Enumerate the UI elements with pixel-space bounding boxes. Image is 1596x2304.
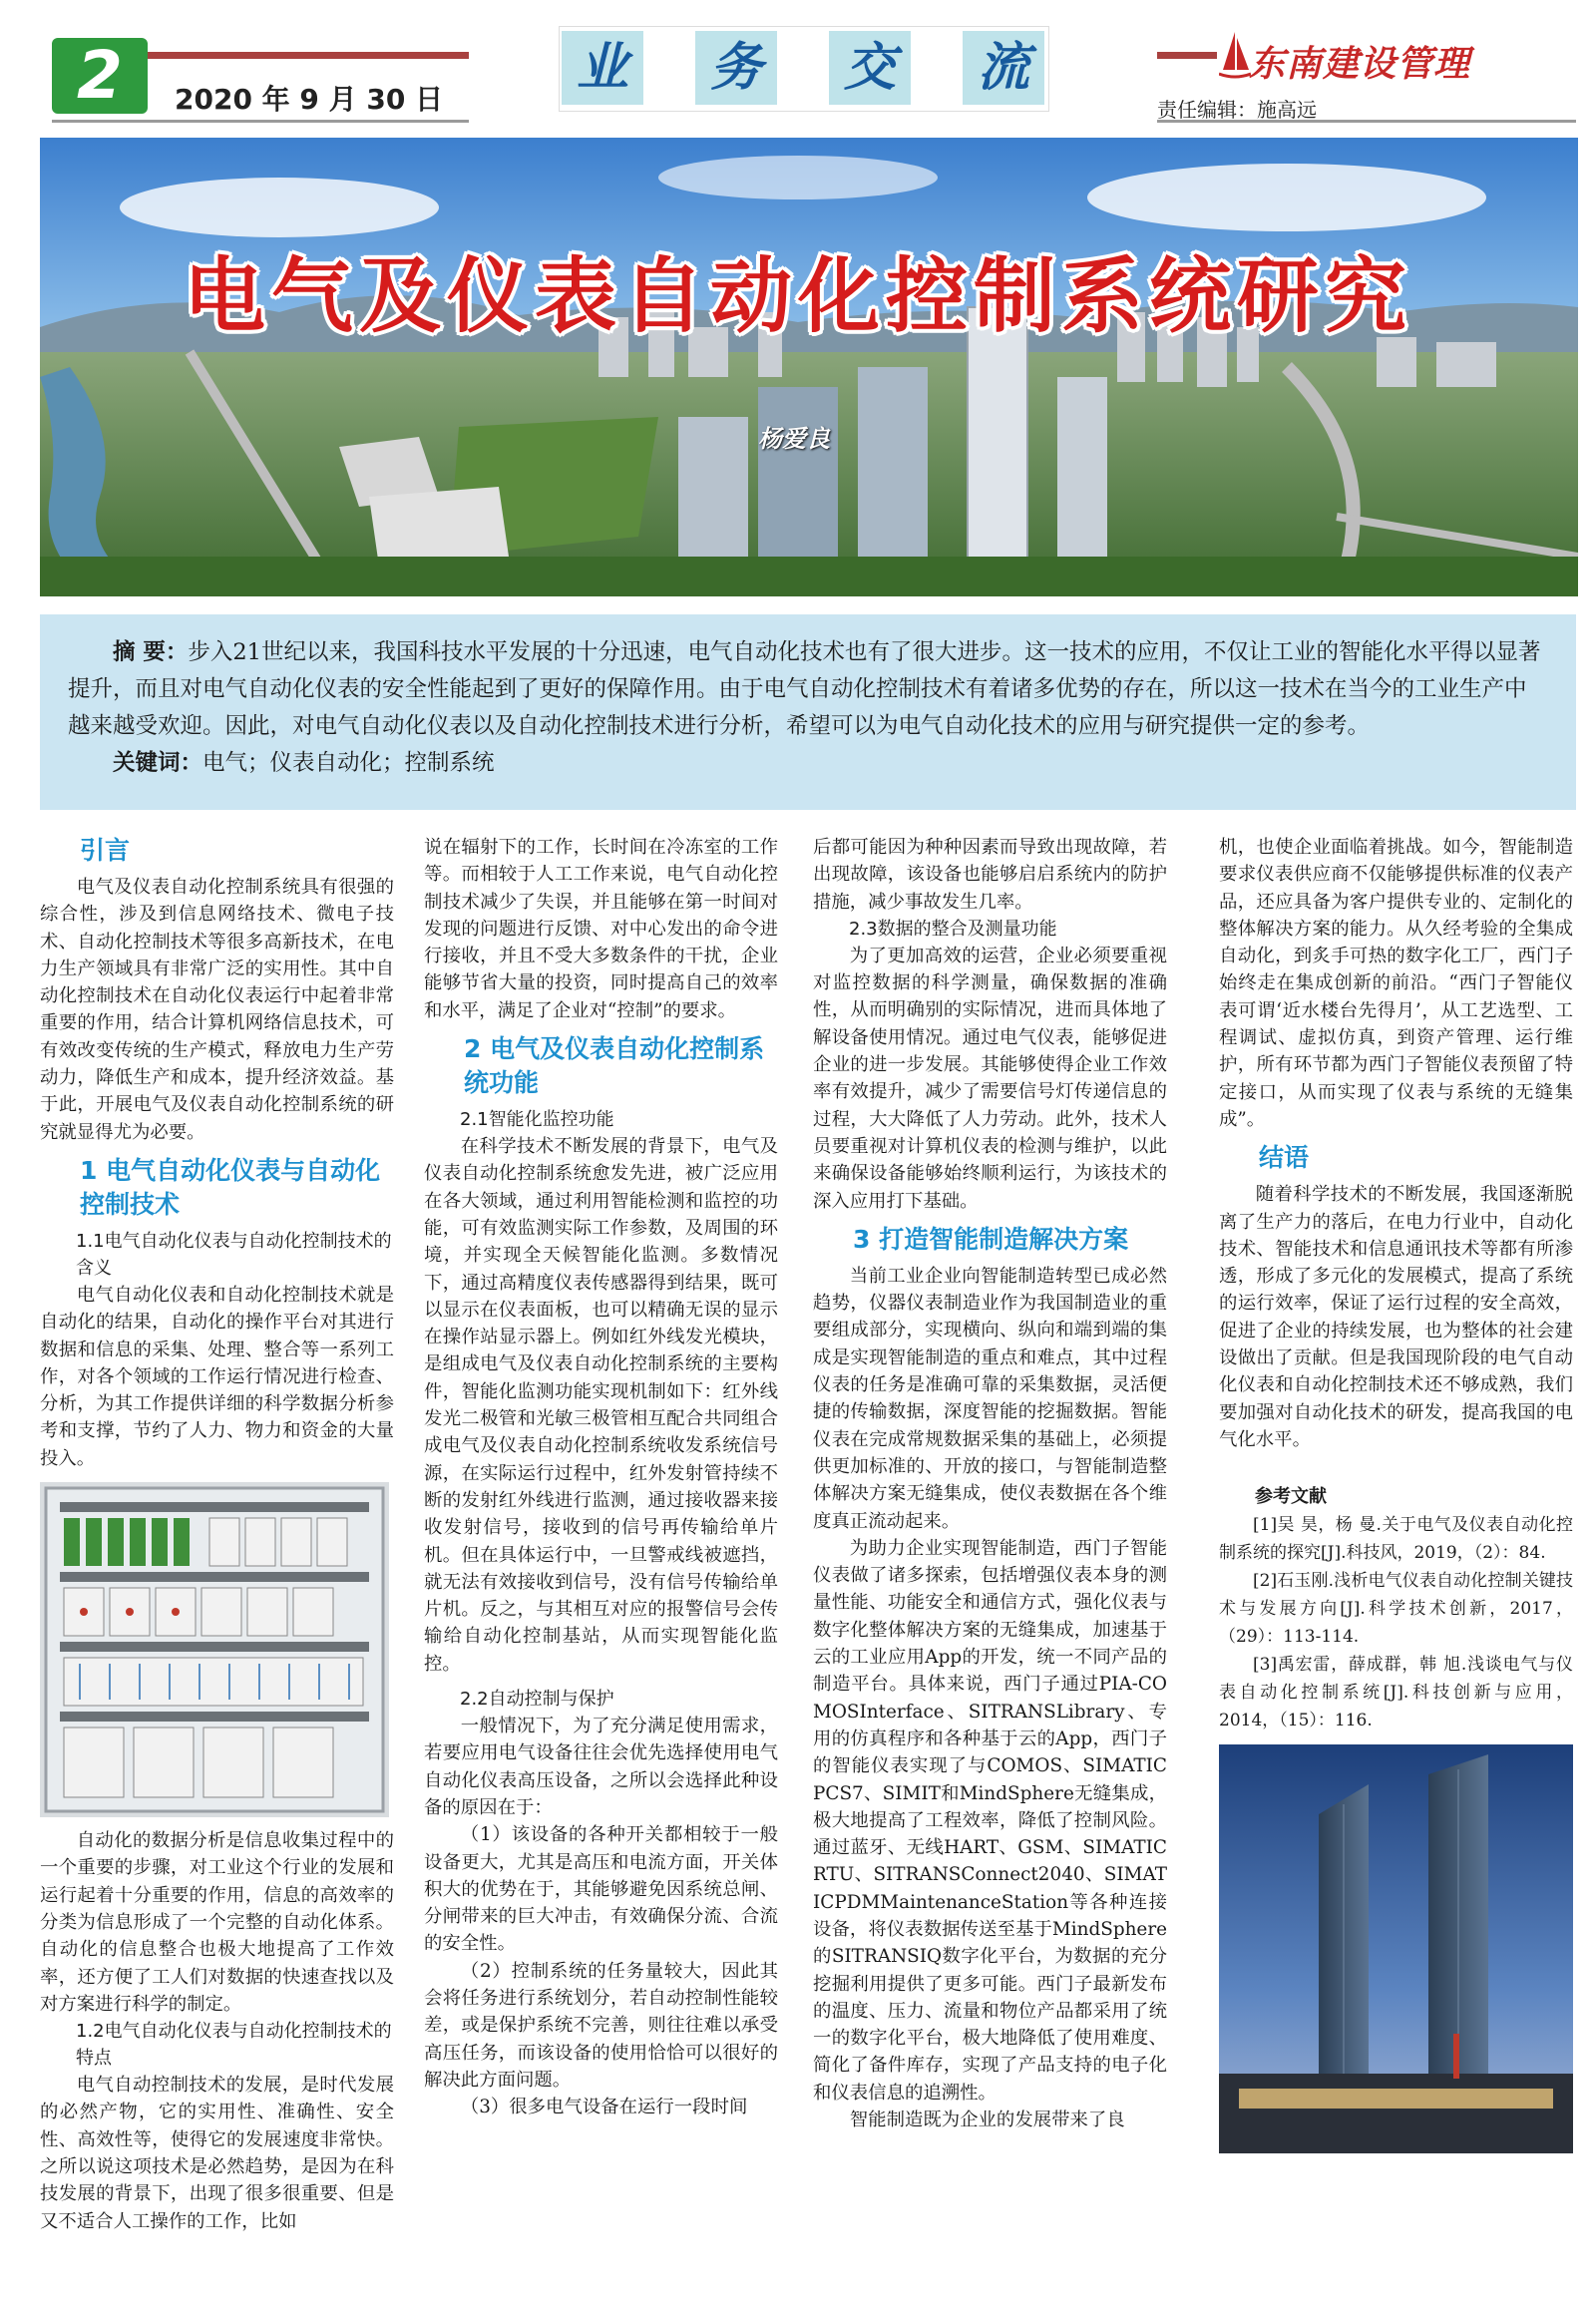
article-author: 杨爱良 [758, 424, 830, 453]
heading-conclusion: 结语 [1259, 1143, 1310, 1173]
references-title: 参考文献 [1255, 1486, 1327, 1508]
heading-section-1: 1 电气自动化仪表与自动化控制技术 [80, 1155, 381, 1219]
abstract-text: 步入21世纪以来，我国科技水平发展的十分迅速，电气自动化技术也有了很大进步。这一技术的应用，不仅让工业的智能化水平得以显著提升，而且对电气自动化仪表的安全性能起到了更好的保障作用。由于电气自动化控制技术有着诸多优势的存在，所以这一技术在当今的工业生产中越来越受欢迎。因此，对电气自动化仪表以及自动化控制技术进行分析，希望可以为电气自动化技术的应用与研究提供一定的参考。 [68, 639, 1541, 739]
section-title [559, 26, 1049, 112]
brand-logo: 东南建设管理 [1249, 43, 1471, 85]
heading-section-2: 2 电气及仪表自动化控制系统功能 [464, 1034, 765, 1098]
section-char: 务 [695, 31, 777, 105]
column-2 [424, 834, 778, 2120]
paragraph: （1）该设备的各种开关都相较于一般设备更大，尤其是高压和电流方面，开关体积大的优势在于，其能够避免因系统总闸、分闸带来的巨大冲击，有效确保分流、合流的安全性。 [424, 1824, 778, 1955]
section-char: 业 [562, 31, 643, 105]
header-rule-left-thin [52, 120, 469, 123]
references-list [1219, 1511, 1573, 1734]
paragraph: 后都可能因为种种因素而导致出现故障，若出现故障，该设备也能够启启系统内的防护措施，减少事故发生几率。 [813, 837, 1167, 913]
reference-item: [3]禹宏雷，薛成群，韩 旭.浅谈电气与仪表自动化控制系统[J].科技创新与应用，2014，（15）：116. [1219, 1654, 1573, 1730]
subheading-2-1: 2.1智能化监控功能 [460, 1109, 614, 1131]
column-4 [1219, 834, 1573, 2153]
article-title: 电气及仪表自动化控制系统研究 [183, 249, 1412, 344]
header-rule-right [1157, 52, 1217, 59]
subheading-2-3: 2.3数据的整合及测量功能 [849, 918, 1057, 940]
control-cabinet-image [40, 1482, 389, 1817]
paragraph: 机，也使企业面临着挑战。如今，智能制造要求仪表供应商不仅能够提供标准的仪表产品，还应具备为客户提供专业的、定制化的整体解决方案的能力。从久经考验的全集成自动化，到炙手可热的数字化工厂，西门子始终走在集成创新的前沿。“西门子智能仪表可谓‘近水楼台先得月’，从工艺选型、工程调试、虚拟仿真，到资产管理、运行维护，所有环节都为西门子智能仪表预留了特定接口，从而实现了仪表与系统的无缝集成”。 [1219, 837, 1573, 1130]
paragraph: 一般情况下，为了充分满足使用需求，若要应用电气设备往往会优先选择使用电气自动化仪表高压设备，之所以会选择此种设备的原因在于： [424, 1716, 778, 1818]
section-char: 流 [963, 31, 1044, 105]
page-number: 2 [52, 38, 148, 114]
paragraph: 自动化的数据分析是信息收集过程中的一个重要的步骤，对工业这个行业的发展和运行起着十分重要的作用，信息的高效率的分类为信息形成了一个完整的自动化体系。自动化的信息整合也极大地提高了工作效率，还方便了工人们对数据的快速查找以及对方案进行科学的制定。 [40, 1830, 394, 2015]
hero-city-image [40, 138, 1578, 596]
issue-date: 2020 年 9 月 30 日 [175, 83, 444, 116]
paragraph: 为了更加高效的运营，企业必须要重视对监控数据的科学测量，确保数据的准确性，从而明确别的实际情况，进而具体地了解设备使用情况。通过电气仪表，能够促进企业的进一步发展。其能够使得企业工作效率有效提升，减少了需要信号灯传递信息的过程，大大降低了人力劳动。此外，技术人员要重视对计算机仪表的检测与维护，以此来确保设备能够始终顺利运行，为该技术的深入应用打下基础。 [813, 945, 1167, 1212]
keywords-text: 电气；仪表自动化；控制系统 [202, 750, 495, 776]
skyscraper-image [1219, 1744, 1573, 2153]
paragraph: 为助力企业实现智能制造，西门子智能仪表做了诸多探索，包括增强仪表本身的测量性能、功能安全和通信方式，强化仪表与数字化整体解决方案的无缝集成，加速基于云的工业应用App的开发，统一不同产品的制造平台。具体来说，西门子通过PIA-COMOSInterface、SITRANSLibrary、专用的仿真程序和各种基于云的App，西门子的智能仪表实现了与COMOS、SIMATICPCS7、SIMIT和MindSphere无缝集成，极大地提高了工程效率，降低了控制风险。通过蓝牙、无线HART、GSM、SIMATICRTU、SITRANSConnect2040、SIMATICPDMMaintenanceStation等各种连接设备，将仪表数据传送至基于MindSphere的SITRANSIQ数字化平台，为数据的充分挖掘利用提供了更多可能。西门子最新发布的温度、压力、流量和物位产品都采用了统一的数字化平台，极大地降低了使用难度、简化了备件库存，实现了产品支持的电子化和仪表信息的追溯性。 [813, 1537, 1167, 2104]
abstract-box [40, 614, 1576, 810]
heading-section-3: 3 打造智能制造解决方案 [853, 1224, 1129, 1254]
keywords-label: 关键词： [113, 750, 203, 776]
abstract-label: 摘 要： [113, 639, 189, 665]
heading-intro: 引言 [80, 836, 131, 865]
subheading-2-2: 2.2自动控制与保护 [460, 1689, 614, 1711]
column-3 [813, 834, 1167, 2133]
paragraph: 电气自动控制技术的发展，是时代发展的必然产物，它的实用性、准确性、安全性、高效性等，使得它的发展速度非常快。之所以说这项技术是必然趋势，是因为在科技发展的背景下，出现了很多很重要、但是又不适合人工操作的工作，比如 [40, 2075, 394, 2232]
keywords-line [68, 745, 1548, 782]
editor-credit: 责任编辑：施高远 [1157, 98, 1317, 122]
paragraph: 当前工业企业向智能制造转型已成必然趋势，仪器仪表制造业作为我国制造业的重要组成部分，实现横向、纵向和端到端的集成是实现智能制造的重点和难点，其中过程仪表的任务是准确可靠的采集数据，灵活便捷的传输数据，深度智能的挖掘数据。智能仪表在完成常规数据采集的基础上，必须提供更加标准的、开放的接口，与智能制造整体解决方案无缝集成，使仪表数据在各个维度真正流动起来。 [813, 1265, 1167, 1532]
abstract-paragraph [68, 634, 1548, 745]
subheading-1-1: 1.1电气自动化仪表与自动化控制技术的含义 [76, 1230, 392, 1279]
paragraph: （3）很多电气设备在运行一段时间 [460, 2097, 748, 2118]
subheading-1-2: 1.2电气自动化仪表与自动化控制技术的特点 [76, 2021, 392, 2070]
section-char: 交 [829, 31, 911, 105]
reference-item: [1]吴 昊，杨 曼.关于电气及仪表自动化控制系统的探究[J].科技风，2019，（2）：84. [1219, 1514, 1573, 1563]
reference-item: [2]石玉刚.浅析电气仪表自动化控制关键技术与发展方向[J].科学技术创新，2017，（29）：113-114. [1219, 1570, 1573, 1647]
paragraph: 说在辐射下的工作，长时间在冷冻室的工作等。而相较于人工工作来说，电气自动化控制技术减少了失误，并且能够在第一时间对发现的问题进行反馈、对中心发出的命令进行接收，并且不受大多数条件的干扰，企业能够节省大量的投资，同时提高自己的效率和水平，满足了企业对“控制”的要求。 [424, 837, 778, 1021]
paragraph: 智能制造既为企业的发展带来了良 [849, 2110, 1125, 2131]
paragraph: 电气自动化仪表和自动化控制技术就是自动化的结果，自动化的操作平台对其进行数据和信息的采集、处理、整合等一系列工作，对各个领域的工作运行情况进行检查、分析，为其工作提供详细的科学数据分析参考和支撑，节约了人力、物力和资金的大量投入。 [40, 1284, 394, 1469]
paragraph: 在科学技术不断发展的背景下，电气及仪表自动化控制系统愈发先进，被广泛应用在各大领域，通过利用智能检测和监控的功能，可有效监测实际工作参数，及周围的环境，并实现全天候智能化监测。多数情况下，通过高精度仪表传感器得到结果，既可以显示在仪表面板，也可以精确无误的显示在操作站显示器上。例如红外线发光模块，是组成电气及仪表自动化控制系统的主要构件，智能化监测功能实现机制如下：红外线发光二极管和光敏三极管相互配合共同组合成电气及仪表自动化控制系统收发系统信号源，在实际运行过程中，红外发射管持续不断的发射红外线进行监测，通过接收器来接收发射信号，接收到的信号再传输给单片机。但在具体运行中，一旦警戒线被遮挡，就无法有效接收到信号，没有信号传输给单片机。反之，与其相互对应的报警信号会传输给自动化控制基站，从而实现智能化监控。 [424, 1136, 778, 1675]
paragraph: 随着科学技术的不断发展，我国逐渐脱离了生产力的落后，在电力行业中，自动化技术、智能技术和信息通讯技术等都有所渗透，形成了多元化的发展模式，提高了系统的运行效率，保证了运行过程的安全高效，促进了企业的持续发展，也为整体的社会建设做出了贡献。但是我国现阶段的电气自动化仪表和自动化控制技术还不够成熟，我们要加强对自动化技术的研发，提高我国的电气化水平。 [1219, 1184, 1573, 1450]
column-1 [40, 834, 394, 2235]
paragraph: （2）控制系统的任务量较大，因此其会将任务进行系统划分，若自动控制性能较差，或是保护系统不完善，则往往难以承受高压任务，而该设备的使用恰恰可以很好的解决此方面问题。 [424, 1960, 778, 2091]
sail-logo-icon [1219, 30, 1251, 80]
paragraph: 电气及仪表自动化控制系统具有很强的综合性，涉及到信息网络技术、微电子技术、自动化控制技术等很多高新技术，在电力生产领域具有非常广泛的实用性。其中自动化控制技术在自动化仪表运行中起着非常重要的作用，结合计算机网络信息技术，可有效改变传统的生产模式，释放电力生产劳动力，降低生产和成本，提升经济效益。基于此，开展电气及仪表自动化控制系统的研究就显得尤为必要。 [40, 877, 394, 1143]
